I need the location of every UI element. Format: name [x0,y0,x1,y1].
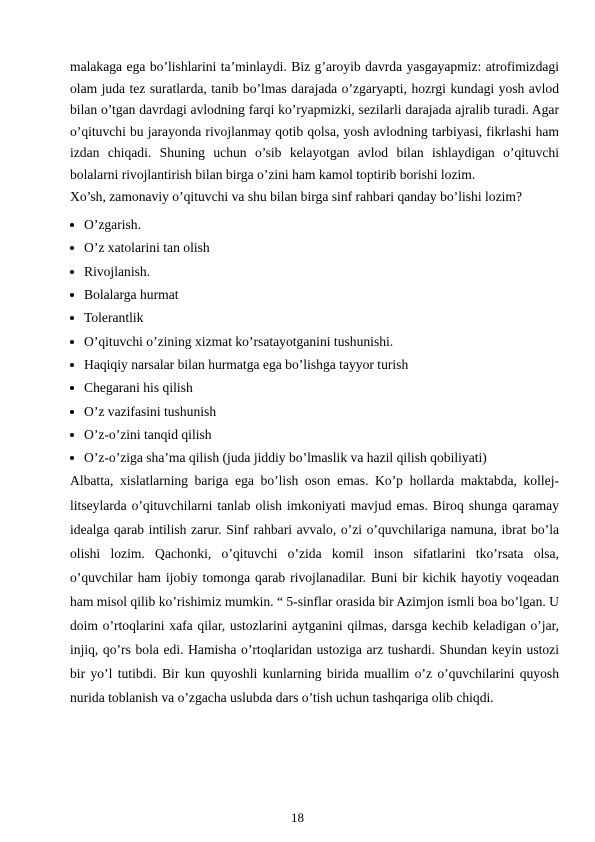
bullet-icon [70,456,74,460]
list-item [70,236,559,259]
list-item-text: Haqiqiy narsalar bilan hurmatga ega bo’lishga tayyor turish [84,356,409,372]
paragraph-intro: malakaga ega bo’lishlarini ta’minlaydi. Biz g’aroyib davrda yasgayapmiz: atrofimizdagi olam juda tez suratlarda, tanib bo’lmas darajada o’zgaryapti, hozrgi kundagi yosh avlod bilan o’tgan davrdagi avlodning farqi ko’ryapmizki, sezilarli darajada ajralib turadi. Agar o’qituvchi bu jarayonda rivojlanmay qotib qolsa, yosh avlodning tarbiyasi, fikrlashi ham izdan chiqadi. Shuning uchun o’sib kelayotgan avlod bilan ishlaydigan o’qituvchi bolalarni rivojlantirish bilan birga o’zini ham kamol toptirib borishi lozim. [70,59,559,182]
list-item-text: O’z vazifasini tushunish [84,403,217,419]
list-item [70,306,559,329]
bullet-icon [70,293,74,297]
list-item [70,376,559,399]
bullet-icon [70,316,74,320]
list-item-text: Rivojlanish. [84,263,151,279]
list-item [70,283,559,306]
list-item [70,330,559,353]
list-item [70,446,559,469]
paragraph-body: Albatta, xislatlarning bariga ega bo’lish oson emas. Ko’p hollarda maktabda, kollej-litseylarda o’qituvchilarni tanlab olish imkoniyati mavjud emas. Biroq shunga qaramay idealga qarab intilish zarur. Sinf rahbari avvalo, o’zi o’quvchilariga namuna, ibrat bo’la olishi lozim. Qachonki, o’qituvchi o’zida komil inson sifatlarini tko’rsata olsa, o’quvchilar ham ijobiy tomonga qarab rivojlanadilar. Buni bir kichik hayotiy voqeadan ham misol qilib ko’rishimiz mumkin. “ 5-sinflar orasida bir Azimjon ismli boa bo’lgan. U doim o’rtoqlarini xafa qilar, ustozlarini aytganini qilmas, darsga kechib keladigan o’jar, injiq, qo’rs bola edi. Hamisha o’rtoqlaridan ustoziga arz tushardi. Shundan keyin ustozi bir yo’l tutibdi. Bir kun quyoshli kunlarning birida muallim o’z o’quvchilarini quyosh nurida toblanish va o’zgacha uslubda dars o’tish uchun tashqariga olib chiqdi. [70,473,559,706]
bullet-icon [70,270,74,274]
list-item [70,260,559,283]
list-item-text: O’qituvchi o’zining xizmat ko’rsatayotganini tushunishi. [84,333,394,349]
list-item-text: Chegarani his qilish [84,380,193,396]
list-item [70,213,559,236]
list-item [70,423,559,446]
document-page [70,56,559,710]
list-item-text: O’z xatolarini tan olish [84,240,210,256]
question-text: Xo’sh, zamonaviy o’qituvchi va shu bilan birga sinf rahbari qanday bo’lishi lozim? [70,188,523,204]
bullet-icon [70,363,74,367]
list-item-text: O’zgarish. [84,217,141,233]
list-item-text: O’z-o’zini tanqid qilish [84,426,212,442]
list-item-text: Tolerantlik [84,310,144,326]
bullet-icon [70,386,74,390]
list-item-text: Bolalarga hurmat [84,287,179,303]
list-item [70,400,559,423]
bullet-icon [70,340,74,344]
bullet-icon [70,433,74,437]
bullet-icon [70,410,74,414]
list-item [70,353,559,376]
list-item-text: O’z-o’ziga sha’ma qilish (juda jiddiy bo’lmaslik va hazil qilish qobiliyati) [84,450,487,466]
qualities-list [70,213,559,469]
page-number: 18 [291,810,304,825]
bullet-icon [70,223,74,227]
bullet-icon [70,246,74,250]
